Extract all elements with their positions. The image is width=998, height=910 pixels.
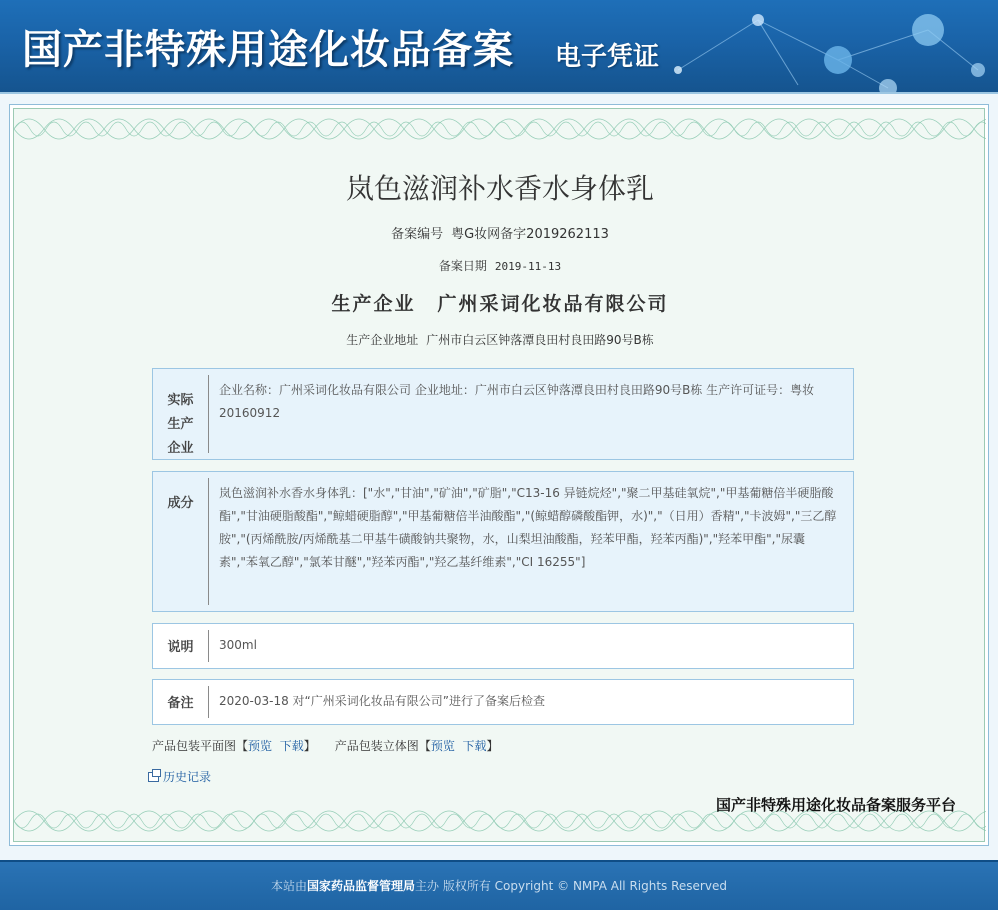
ingredients-content: 岚色滋润补水香水身体乳：["水","甘油","矿油","矿脂","C13-16 异链烷烃","聚二甲基硅氧烷","甲基葡糖倍半硬脂酸酯","甘油硬脂酸酯","鲸蜡硬脂醇","甲基葡糖倍半油酸酯","(鲸蜡醇磷酸酯钾，水)","（日用）香精","卡波姆","三乙醇胺","(丙烯酰胺/丙烯酰基二甲基牛磺酸钠共聚物，水，山梨坦油酸酯，羟苯甲酯，羟苯丙酯)","羟苯甲酯","尿囊素","苯氧乙醇","氯苯甘醚","羟苯丙酯","羟乙基纤维素","CI 16255"] — [219, 486, 837, 569]
actual-producer-content: 企业名称：广州采词化妆品有限公司 企业地址：广州市白云区钟落潭良田村良田路90号B栋 生产许可证号：粤妆20160912 — [219, 383, 815, 420]
actual-producer-label — [153, 375, 209, 456]
platform-name: 国产非特殊用途化妆品备案服务平台 — [715, 796, 956, 814]
bracket-open: 【 — [236, 739, 249, 753]
window-icon — [148, 772, 159, 782]
remarks-section — [152, 679, 854, 725]
guilloche-top-decoration — [14, 109, 986, 149]
registration-date-line — [14, 257, 986, 274]
description-content: 300ml — [219, 638, 257, 652]
certificate-border — [9, 104, 989, 846]
registration-number-line — [14, 223, 986, 242]
footer — [0, 860, 998, 910]
remarks-label: 备注 — [153, 686, 209, 718]
actual-producer-label-line: 企业 — [167, 441, 194, 456]
main-frame — [0, 92, 998, 860]
certificate-panel — [13, 108, 985, 842]
registration-number-label: 备案编号 — [391, 227, 444, 242]
description-label: 说明 — [153, 630, 209, 662]
description-section — [152, 623, 854, 669]
remarks-content: 2020-03-18 对“广州采词化妆品有限公司”进行了备案后检查 — [219, 694, 545, 708]
manufacturer-line — [14, 289, 986, 316]
footer-prefix: 本站由 — [271, 879, 308, 893]
registration-date-value: 2019-11-13 — [494, 260, 562, 273]
actual-producer-label-line: 生产 — [167, 417, 194, 432]
solid-package-label: 产品包装立体图 — [334, 739, 419, 753]
flat-package-label: 产品包装平面图 — [152, 739, 237, 753]
header-banner — [0, 0, 998, 92]
manufacturer-address-label: 生产企业地址 — [346, 333, 419, 347]
ingredients-label: 成分 — [153, 478, 209, 605]
history-link-label[interactable]: 历史记录 — [163, 770, 212, 784]
bracket-close: 】 — [486, 739, 499, 753]
ingredients-section — [152, 471, 854, 612]
manufacturer-address-line — [14, 331, 986, 348]
actual-producer-label-line: 实际 — [167, 393, 194, 408]
manufacturer-label: 生产企业 — [331, 293, 416, 315]
registration-number-value: 粤G妆网备字2019262113 — [451, 227, 609, 242]
banner-subtitle: 电子凭证 — [555, 42, 660, 72]
flat-download-link[interactable]: 下载 — [279, 739, 304, 753]
footer-agency: 国家药品监督管理局 — [307, 879, 416, 893]
bracket-open: 【 — [418, 739, 431, 753]
solid-download-link[interactable]: 下载 — [462, 739, 487, 753]
solid-preview-link[interactable]: 预览 — [430, 739, 455, 753]
manufacturer-value: 广州采词化妆品有限公司 — [437, 293, 669, 315]
registration-date-label: 备案日期 — [438, 259, 487, 273]
actual-producer-section — [152, 368, 854, 460]
package-image-links — [152, 737, 499, 754]
flat-preview-link[interactable]: 预览 — [248, 739, 273, 753]
footer-suffix: 主办 版权所有 Copyright © NMPA All Rights Reserved — [415, 879, 727, 893]
history-link[interactable] — [148, 768, 211, 785]
manufacturer-address-value: 广州市白云区钟落潭良田村良田路90号B栋 — [426, 333, 654, 347]
product-title: 岚色滋润补水香水身体乳 — [345, 172, 654, 205]
molecule-decoration-icon — [638, 0, 998, 92]
banner-title: 国产非特殊用途化妆品备案 — [22, 26, 514, 73]
bracket-close: 】 — [303, 739, 316, 753]
